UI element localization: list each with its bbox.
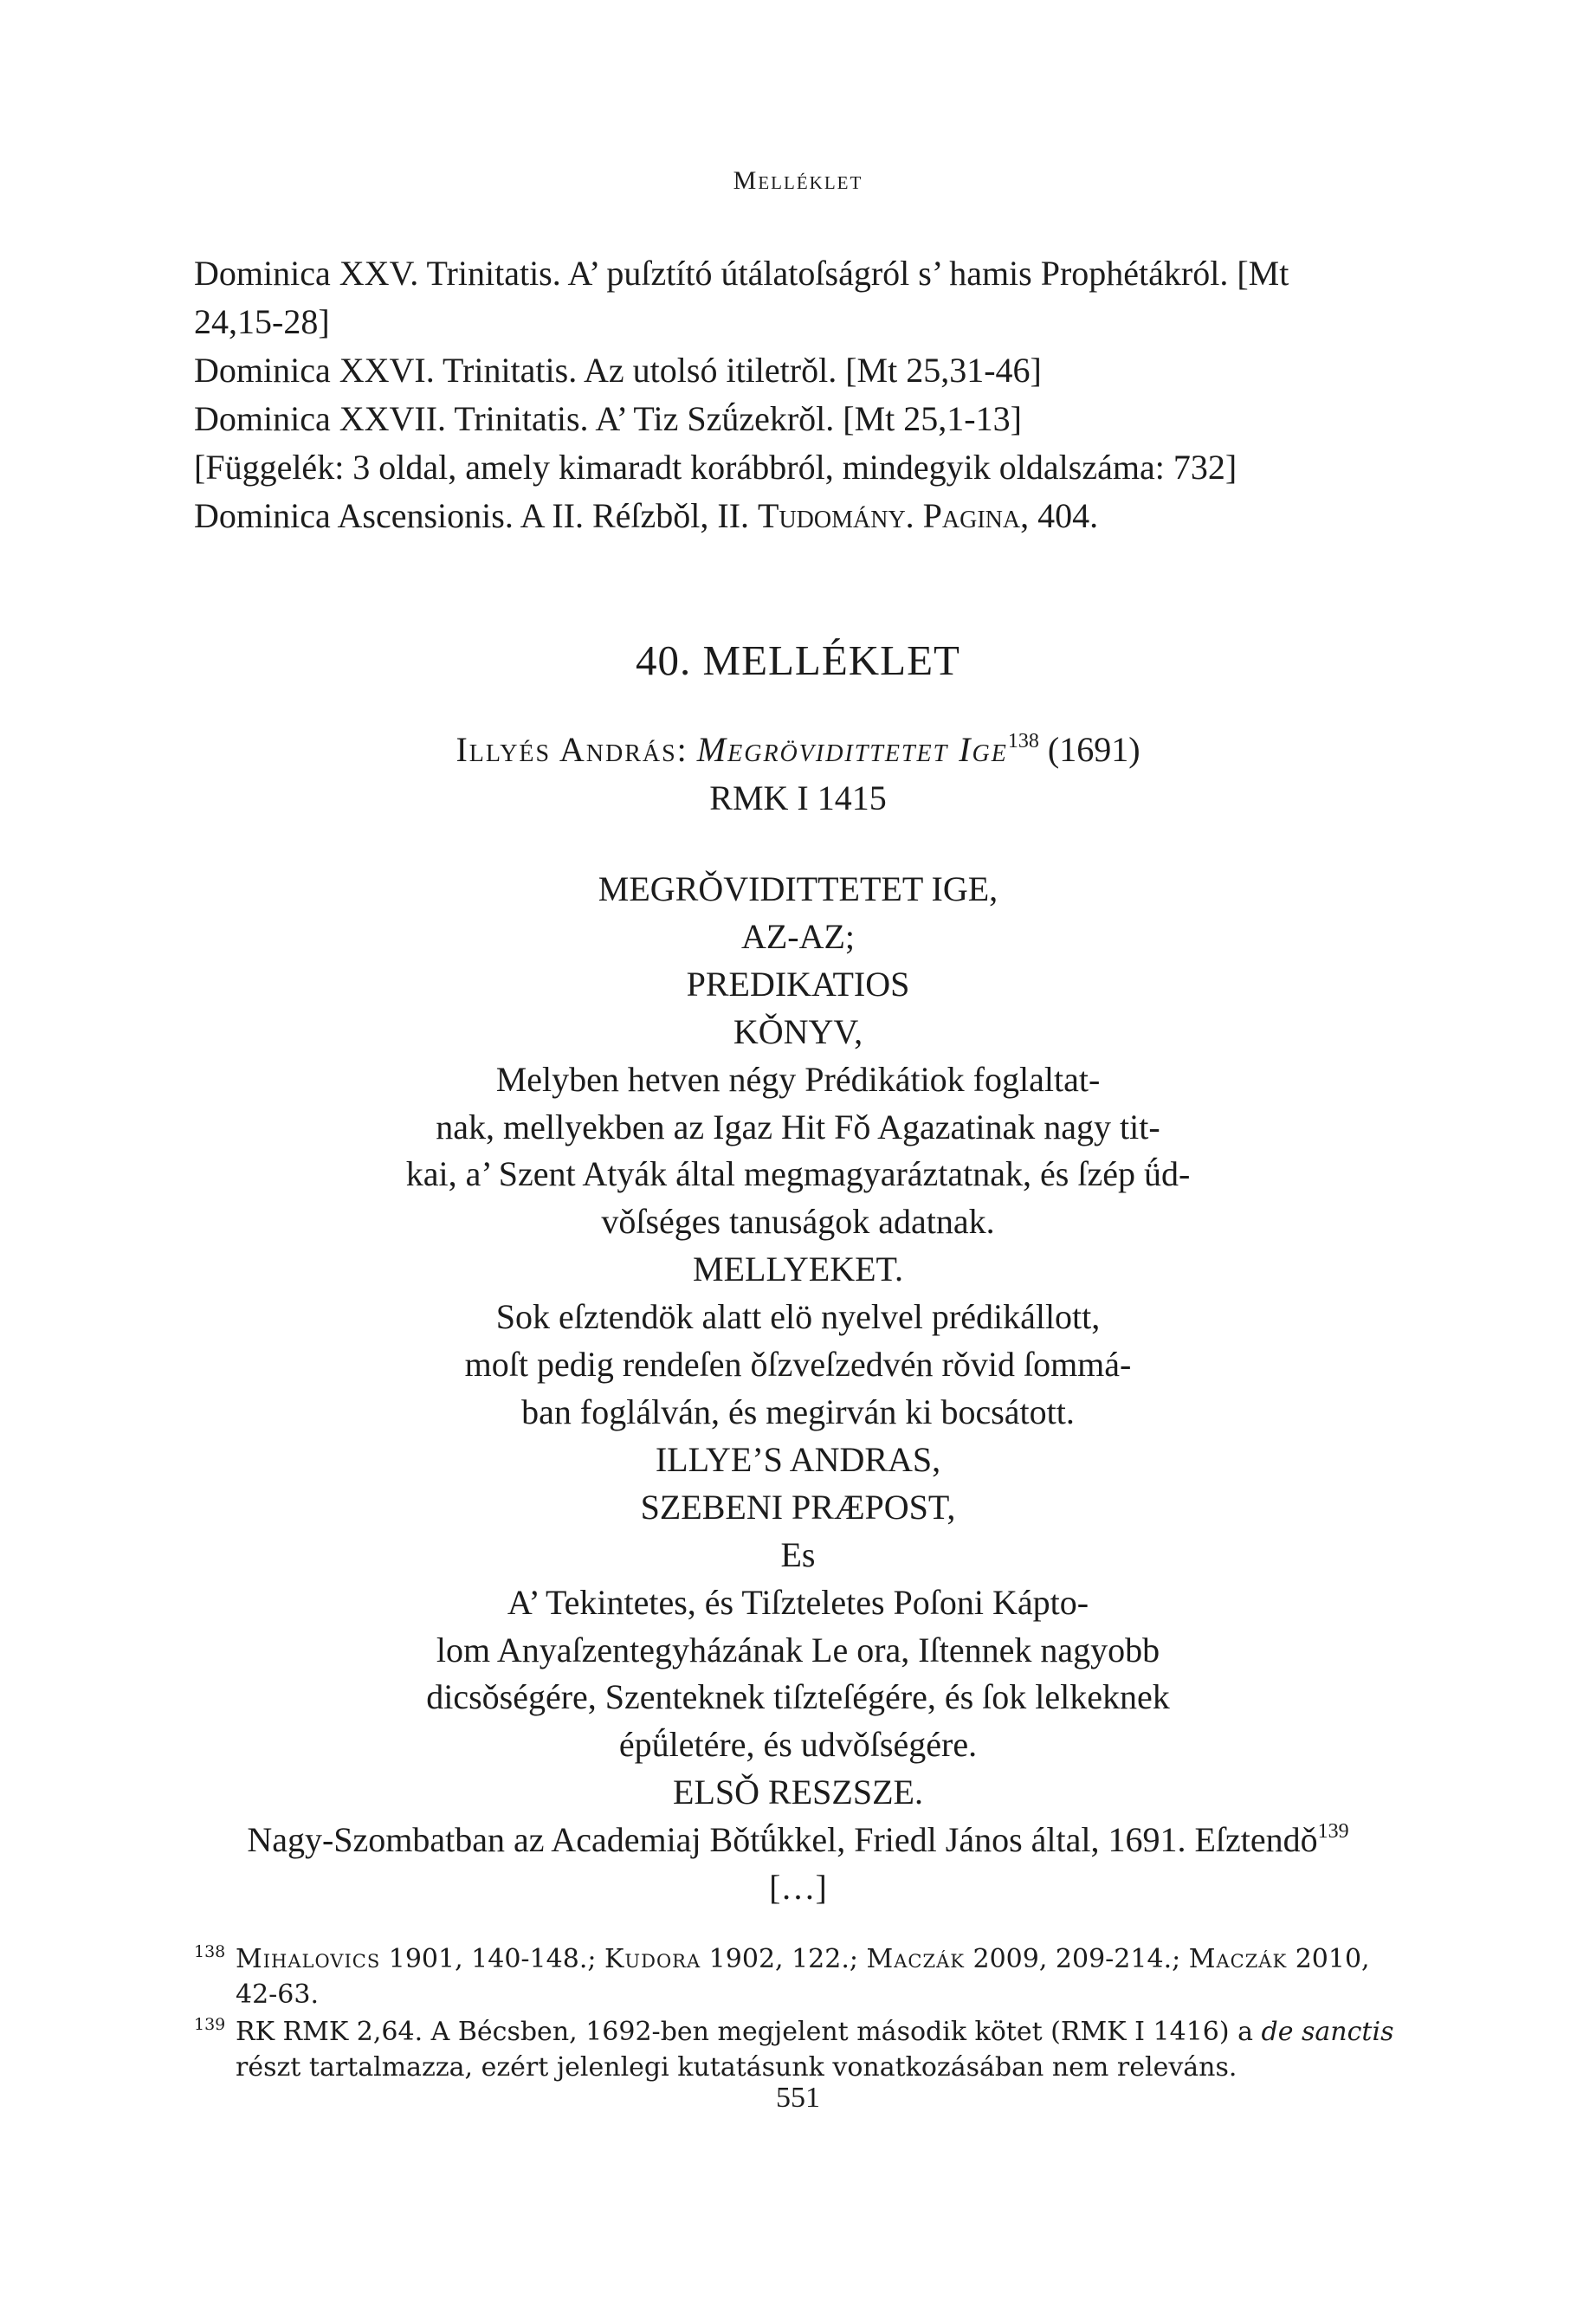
list-line: Dominica XXVI. Trinitatis. Az utolsó itiletrǒl. [Mt 25,31-46] — [194, 351, 1042, 390]
dominica-list — [194, 249, 1406, 540]
ellipsis: […] — [769, 1868, 827, 1908]
transcript-line: ILLYE’S ANDRAS, — [655, 1439, 941, 1479]
author-name: Maczák — [1188, 1944, 1288, 1974]
footnote-number: 139 — [194, 2015, 226, 2034]
work-year: (1691) — [1047, 730, 1140, 769]
transcript-line: MELLYEKET. — [693, 1250, 903, 1289]
work-rmk: RMK I 1415 — [709, 778, 887, 817]
transcript-line: dicsǒségére, Szenteknek tiſzteſégére, és ſok lelkeknek — [426, 1677, 1170, 1717]
transcript-line: SZEBENI PRÆPOST, — [640, 1487, 956, 1527]
author-name: Maczák — [866, 1944, 965, 1974]
line-text: . — [905, 496, 923, 535]
italic-text: de sanctis — [1261, 2017, 1394, 2047]
transcript-line: épǘletére, és udvǒſségére. — [618, 1725, 978, 1765]
transcript-line: kai, a’ Szent Atyák által megmagyaráztatnak, és ſzép ǘd- — [405, 1154, 1191, 1194]
author-name: Mihalovics — [236, 1944, 381, 1974]
footnote-ref: 139 — [1317, 1820, 1349, 1844]
author-name: Kudora — [604, 1944, 701, 1974]
list-line-ascensionis — [194, 492, 1406, 540]
transcript-line: ELSǑ RESZSZE. — [673, 1773, 923, 1812]
transcript-line: AZ-AZ; — [740, 916, 856, 956]
list-line: 24,15-28] — [194, 302, 330, 341]
transcript-line: Melyben hetven négy Prédikátiok foglaltat- — [495, 1059, 1101, 1099]
transcript-line: MEGRǑVIDITTETET IGE, — [598, 869, 998, 908]
small-caps-word: Tudomány — [758, 496, 906, 535]
work-author-title — [0, 726, 1596, 774]
footnote — [194, 1941, 1406, 2012]
transcript-line: nak, mellyekben az Igaz Hit Fǒ Agazatinak nagy tit- — [436, 1107, 1160, 1146]
imprint-line — [0, 1817, 1596, 1864]
transcript-line: lom Anyaſzentegyházának Le ora, Iſtennek nagyobb — [436, 1630, 1160, 1669]
running-head: Melléklet — [733, 166, 863, 195]
transcript-line: PREDIKATIOS — [686, 964, 910, 1004]
small-caps-word: Pagina — [922, 496, 1021, 535]
work-author: Illyés András: — [456, 730, 688, 769]
transcript-line: vǒſséges tanuságok adatnak. — [601, 1202, 995, 1242]
transcript-line: ban foglálván, és megirván ki bocsátott. — [521, 1392, 1075, 1431]
footnote-ref: 138 — [1007, 730, 1039, 752]
footnote-text: 2010, 42-63. — [236, 1944, 1370, 2010]
list-line: [Függelék: 3 oldal, amely kimaradt korábbról, mindegyik oldalszáma: 732] — [194, 448, 1237, 487]
footnote-text: részt tartalmazza, ezért jelenlegi kutatásunk vonatkozásában nem releváns. — [236, 2052, 1237, 2083]
footnote-text: 1901, 140-148.; — [380, 1944, 604, 1974]
work-heading — [0, 726, 1596, 823]
work-title: Megröviditteteт Ige — [696, 730, 1008, 769]
transcript-line: KǑNYV, — [733, 1011, 863, 1051]
imprint-text: Nagy-Szombatban az Academiaj Bǒtǘkkel, Friedl János által, 1691. Eſztendǒ — [247, 1820, 1318, 1860]
line-text: , 404. — [1020, 496, 1099, 535]
list-line: Dominica XXVII. Trinitatis. A’ Tiz Szǘzekrǒl. [Mt 25,1-13] — [194, 399, 1022, 438]
footnote — [194, 2014, 1406, 2085]
page-number: 551 — [776, 2082, 820, 2114]
footnote-text: RK RMK 2,64. A Bécsben, 1692-ben megjelent második kötet (RMK I 1416) a — [236, 2017, 1262, 2047]
transcript-line: moſt pedig rendeſen ǒſzveſzedvén rǒvid ſommá- — [464, 1345, 1132, 1385]
title-page-transcript — [0, 866, 1596, 1912]
footnote-text: 1902, 122.; — [701, 1944, 867, 1974]
footnote-text: 2009, 209-214.; — [964, 1944, 1189, 1974]
footnotes — [194, 1941, 1406, 2087]
transcript-line: Es — [780, 1534, 816, 1574]
footnote-number: 138 — [194, 1942, 226, 1961]
list-line: Dominica XXV. Trinitatis. A’ puſztító útálatoſságról s’ hamis Prophétákról. [Mt — [194, 254, 1289, 293]
line-text: Dominica Ascensionis. A II. Réſzbǒl, II. — [194, 496, 759, 535]
section-title: 40. MELLÉKLET — [636, 636, 960, 684]
transcript-line: Sok eſztendök alatt elö nyelvel prédikállott, — [495, 1297, 1101, 1337]
transcript-line: A’ Tekintetes, és Tiſzteletes Poſoni Káptο- — [507, 1582, 1089, 1622]
